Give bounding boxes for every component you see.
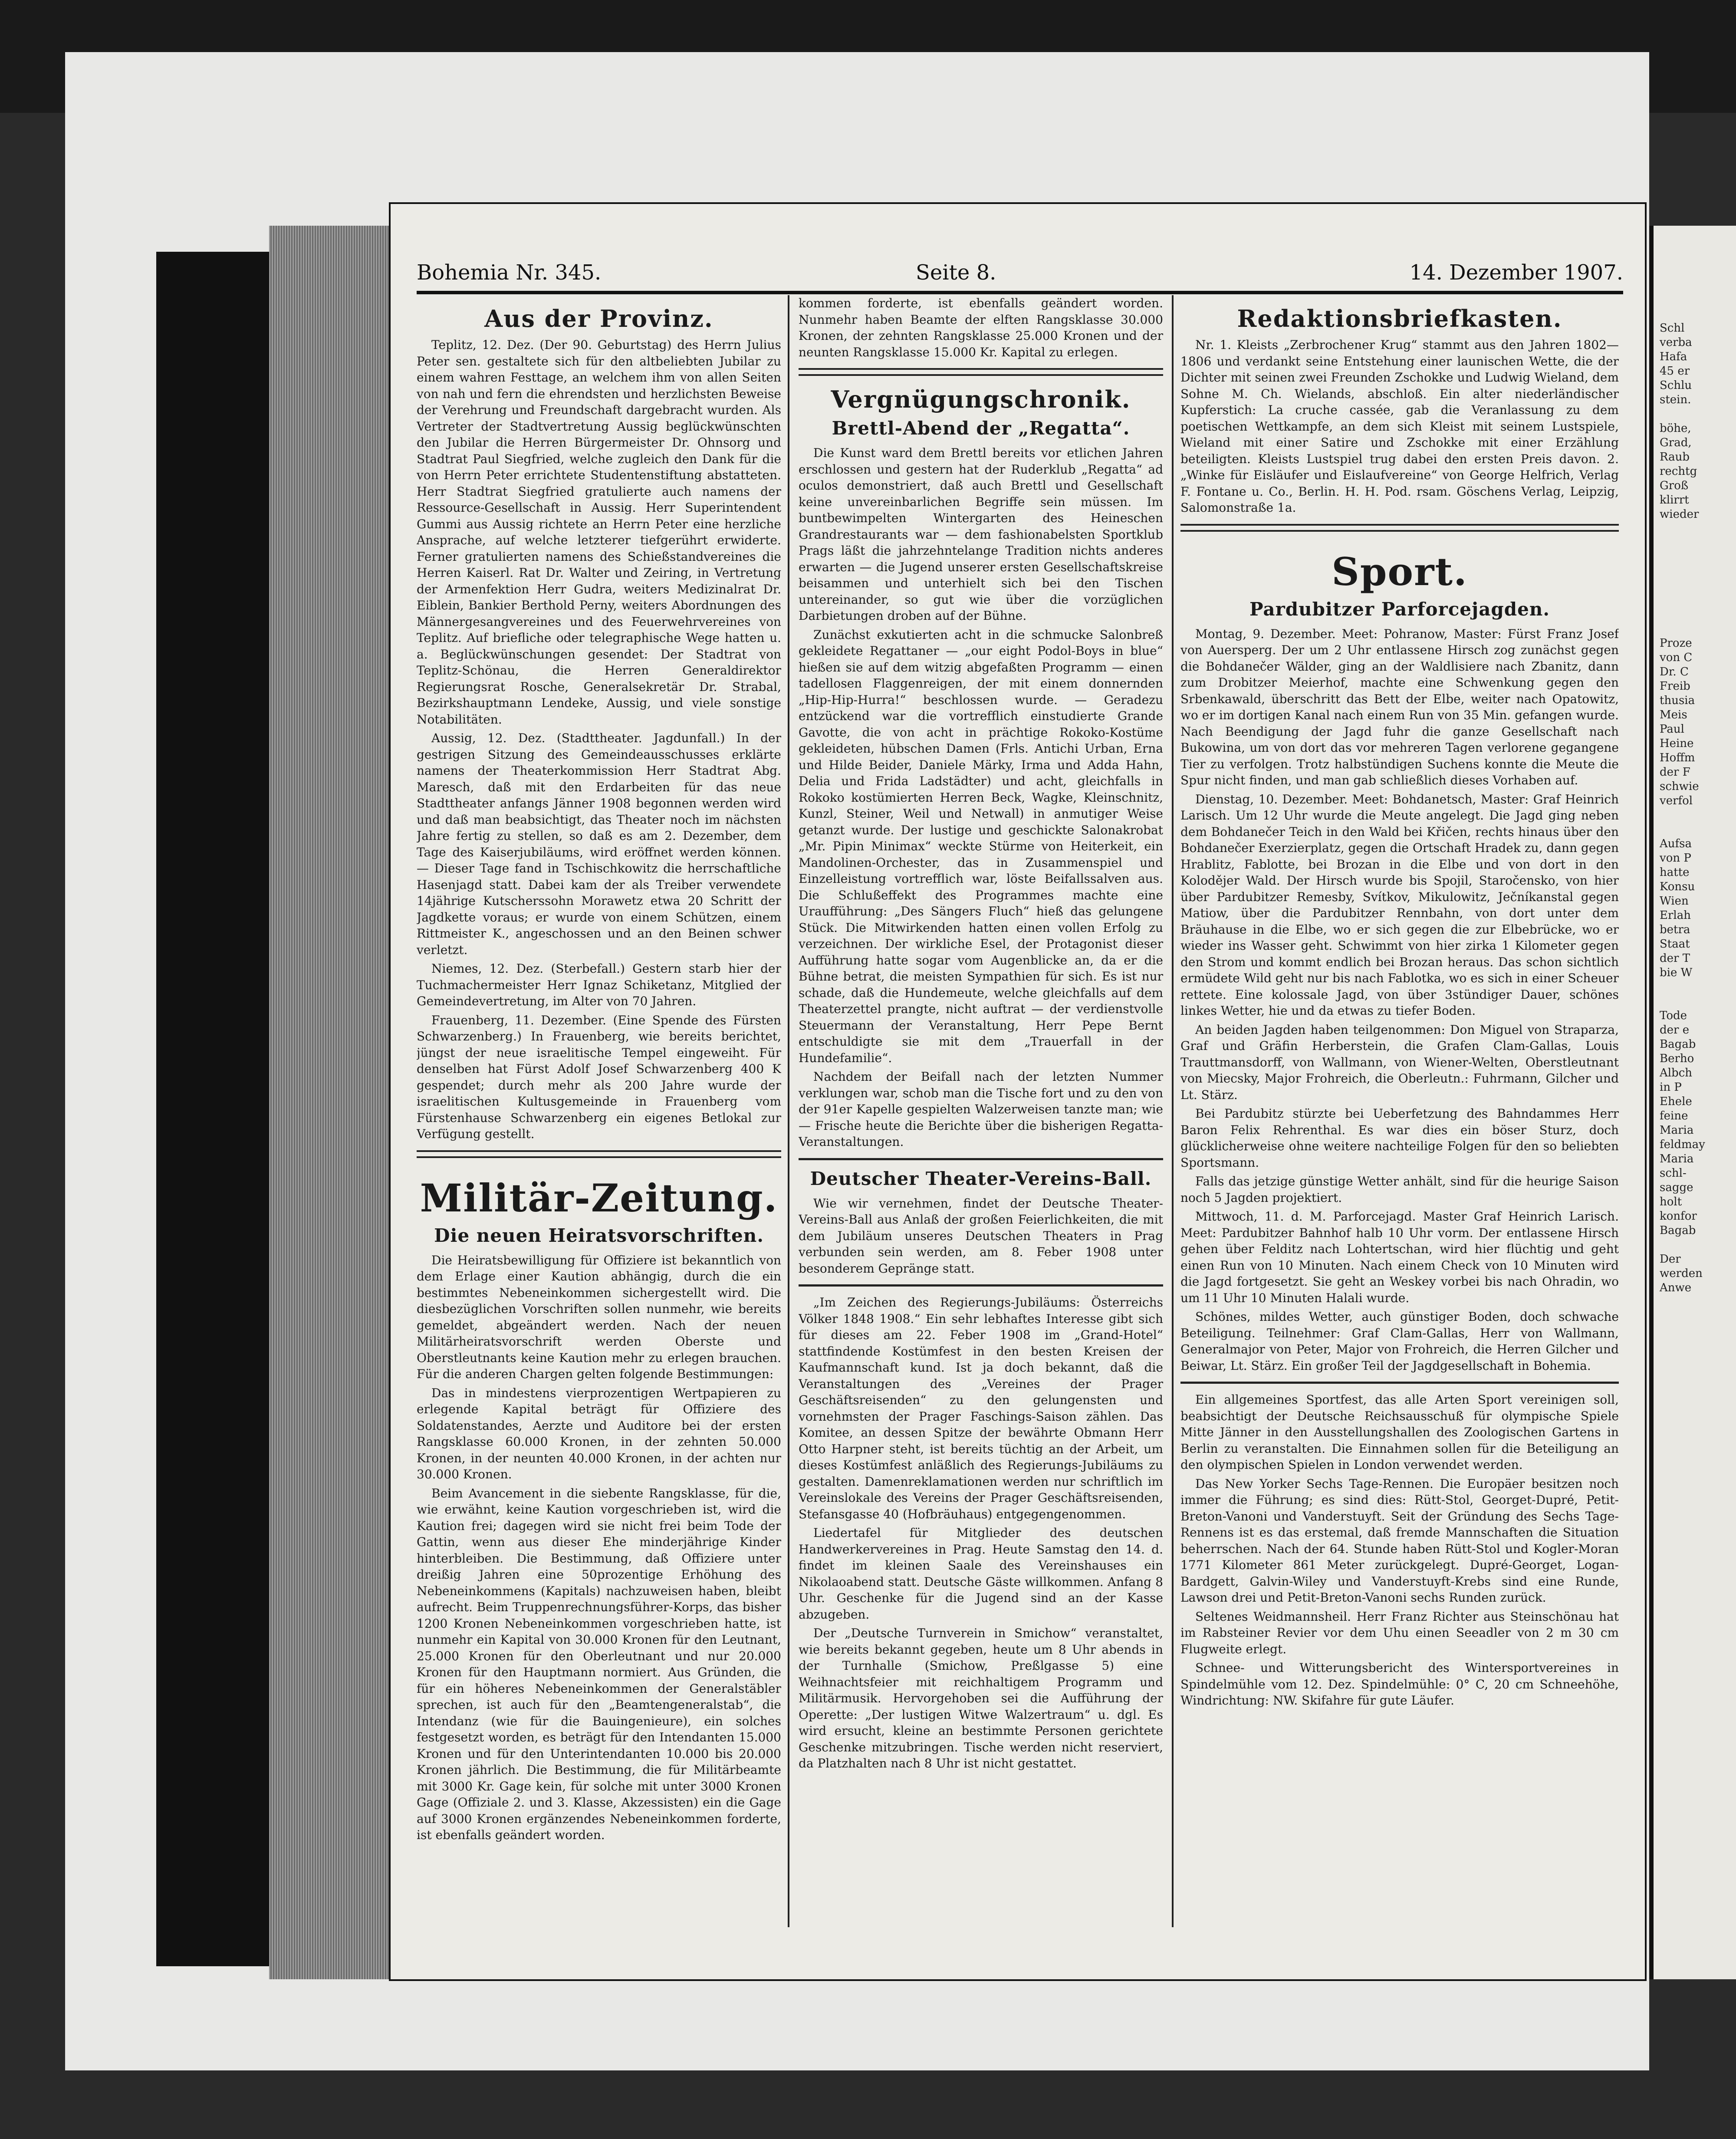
article-paragraph: kommen forderte, ist ebenfalls geändert worden. Nunmehr haben Beamte der elften Rangsklasse 30.000 Kronen, der zehnten Rangsklasse 25.000 Kronen und der neunten Rangsklasse 15.000 Kr. Kapital zu erlegen. (799, 296, 1163, 359)
column-divider (788, 295, 789, 1927)
article-paragraph: Teplitz, 12. Dez. (Der 90. Geburtstag) des Herrn Julius Peter sen. gestaltete sich für den altbeliebten Jubilar zu einem wahren Festtage, an welchem ihm von allen Seiten von nah und fern die ehrendsten und herzlichsten Beweise der Verehrung und Freundschaft dargebracht wurden. Als Vertreter der Stadtvertretung Aussig beglückwünschten den Jubilar die Herren Bürgermeister Dr. Ohnsorg und Stadtrat Paul Siegfried, welche zugleich den Dank für die von Herrn Peter errichtete Studentenstiftung abstatteten. Herr Stadtrat Siegfried gratulierte auch namens der Ressource-Gesellschaft in Aussig. Herr Superintendent Gummi aus Aussig richtete an Herrn Peter eine herzliche Ansprache, auf welche letzterer tiefgerührt erwiderte. Ferner gratulierten namens des Schießstandvereines die Herren Kaiserl. Rat Dr. Walter und Zeiring, in Vertretung der Armenfektion Herr Gudra, weiters Medizinalrat Dr. Eiblein, Bankier Berthold Perny, weiters Abordnungen des Männergesangvereines und des Feuerwehrvereines von Teplitz. Auf briefliche oder telegraphische Wege hatten u. a. Beglückwünschungen gesendet: Der Stadtrat von Teplitz-Schönau, die Herren Generaldirektor Regierungsrat Rosche, Generalsekretär Dr. Strabal, Bezirkshauptmann Lendeke, Aussig, und viele sonstige Notabilitäten. (417, 338, 781, 727)
article-paragraph: Falls das jetzige günstige Wetter anhält, sind für die heurige Saison noch 5 Jagden projektiert. (1180, 1174, 1619, 1205)
header-date: 14. Dezember 1907. (1409, 260, 1623, 285)
book-page-edges (269, 226, 399, 1979)
article-headline: Pardubitzer Parforcejagden. (1249, 598, 1550, 620)
section-title-vergnuegung: Vergnügungschronik. (831, 385, 1131, 413)
article-headline: Deutscher Theater-Vereins-Ball. (810, 1168, 1152, 1189)
article-paragraph: Beim Avancement in die siebente Rangsklasse, für die, wie erwähnt, keine Kaution vorgeschrieben ist, wird die Kaution frei; dagegen wird sie nicht frei beim Tode der Gattin, wenn aus dieser Ehe minderjährige Kinder hinterbleiben. Die Bestimmung, daß Offiziere unter dreißig Jahren eine 50prozentige Erhöhung des Nebeneinkommens (Kapitals) nachzuweisen haben, bleibt aufrecht. Beim Truppenrechnungsführer-Korps, das bisher 1200 Kronen Nebeneinkommen vorgeschrieben hatte, ist nunmehr ein Kapital von 30.000 Kronen für den Leutnant, 25.000 Kronen für den Oberleutnant und nur 20.000 Kronen für den Hauptmann normiert. Aus Gründen, die für ein höheres Nebeneinkommen der Generalstäbler sprechen, ist auch für den „Beamtengeneralstab“, die Intendanz (wie für die Bauingenieure), ein solches festgesetzt worden, es beträgt für den Intendanten 15.000 Kronen und für den Unterintendanten 10.000 bis 20.000 Kronen jährlich. Die Bestimmung, die für Militärbeamte mit 3000 Kr. Gage kein, für solche mit unter 3000 Kronen Gage (Offiziale 2. und 3. Klasse, Akzessisten) ein die Gage auf 3000 Kronen ergänzendes Nebeneinkommen forderte, ist ebenfalls geändert worden. (417, 1486, 781, 1842)
article-paragraph: „Im Zeichen des Regierungs-Jubiläums: Österreichs Völker 1848 1908.“ Ein sehr lebhaftes Interesse gibt sich für dieses am 22. Feber 1908 im „Grand-Hotel“ stattfindende Kostümfest in den besten Kreisen der Kaufmannschaft kund. Ist ja doch bekannt, daß die Veranstaltungen des „Vereines der Prager Geschäftsreisenden“ zu den gelungensten und vornehmsten der Prager Faschings-Saison zählen. Das Komitee, an dessen Spitze der bewährte Obmann Herr Otto Harpner steht, ist bereits tüchtig an der Arbeit, um dieses Kostümfest anläßlich des Regierungs-Jubiläums zu gestalten. Damenreklamationen werden nur schriftlich im Vereinslokale des Vereins der Prager Geschäftsreisenden, Stefansgasse 40 (Hofbräuhaus) entgegengenommen. (799, 1295, 1163, 1521)
article-paragraph: Seltenes Weidmannsheil. Herr Franz Richter aus Steinschönau hat im Rabsteiner Revier vor dem Uhu einen Seeadler von 2 m 30 cm Flugweite erlegt. (1180, 1609, 1619, 1656)
article-paragraph: Dienstag, 10. Dezember. Meet: Bohdanetsch, Master: Graf Heinrich Larisch. Um 12 Uhr wurde die Meute angelegt. Die Jagd ging neben dem Bohdanečer Teich in den Wald bei Křičen, rechts hinaus über den Bohdanečer Exerzierplatz, gegen die Ortschaft Hradek zu, dann gegen Hrablitz, Fablotte, bei Brozan in die Elbe und von dort in den Kolodějer Wald. Der Hirsch wurde bis Spojil, Staročensko, von hier über Pardubitzer Remesby, Svítkov, Mikulowitz, Ječníkanstal gegen Matiow, über die Pardubitzer Rennbahn, von dort unter dem Bräuhause in die Elbe, wo er sich gegen die zur Elbebrücke, wo er wieder ins Wasser geht. Schwimmt von hier zirka 1 Kilometer gegen den Strom und kommt endlich bei Brozan heraus. Das schon sichtlich ermüdete Wild geht nur bis nach Fablotka, wo es sich in einer Scheuer rettete. Eine kolossale Jagd, von über 3stündiger Dauer, schönes linkes Wetter, hie und da etwas zu tiefer Boden. (1180, 792, 1619, 1018)
article-paragraph: Mittwoch, 11. d. M. Parforcejagd. Master Graf Heinrich Larisch. Meet: Pardubitzer Bahnhof halb 10 Uhr vorm. Der entlassene Hirsch gehen über Felditz nach Lohtertschan, wird hier flüchtig und geht einen Run von 10 Minuten. Nach einem Check von 10 Minuten wird die Jagd fortgesetzt. Sie geht an Weskey vorbei bis nach Ohradin, wo um 11 Uhr 10 Minuten Halali wurde. (1180, 1209, 1619, 1305)
header-rule (417, 291, 1623, 294)
article-paragraph: Nr. 1. Kleists „Zerbrochener Krug“ stammt aus den Jahren 1802—1806 und verdankt seine Entstehung einer launischen Wette, die der Dichter mit seinen zwei Freunden Zschokke und Ludwig Wieland, dem Sohne M. Ch. Wielands, abschloß. Ein alter niederländischer Kupferstich: La cruche cassée, gab die Veranlassung zu dem poetischen Wettkampfe, an dem sich Kleist mit seinem Lustspiele, Wieland mit einer Satire und Zschokke mit einer Erzählung beteiligten. Kleists Lustspiel trug dabei den ersten Preis davon. 2. „Winke für Eisläufer und Eislaufvereine“ von George Helfrich, Verlag F. Fontane u. Co., Berlin. H. H. Pod. rsam. Göschens Verlag, Leipzig, Salomonstraße 1a. (1180, 338, 1619, 515)
article-paragraph: Nachdem der Beifall nach der letzten Nummer verklungen war, schob man die Tische fort und zu den von der 91er Kapelle gespielten Walzerweisen tanzte man; wie — Frische heute die Berichte über die bisherigen Regatta-Veranstaltungen. (799, 1070, 1163, 1149)
section-rule (1180, 524, 1619, 532)
section-title-militaer: Militär-Zeitung. (420, 1175, 778, 1221)
section-title-briefkasten: Redaktionsbriefkasten. (1237, 305, 1562, 332)
column-2 (799, 295, 1163, 1940)
article-paragraph: Zunächst exkutierten acht in die schmucke Salonbreß gekleidete Regattaner — „our eight Podol-Boys in blue“ hießen sie auf dem witzig abgefaßten Programm — einen tadellosen Flaggenreigen, der mit einem donnernden „Hip-Hip-Hurra!“ beschlossen wurde. — Geradezu entzückend war die vortrefflich einstudierte Grande Gavotte, die von acht in prächtige Rokoko-Kostüme gekleideten, hübschen Damen (Frls. Antichi Urban, Erna und Hilde Beider, Daniele Märky, Irma und Adda Hahn, Delia und Frida Ladstädter) und acht, gleichfalls in Rokoko kostümierten Herren Beck, Wagke, Kleinschnitz, Kunzl, Steiner, Weil und Netwall) in anmutiger Weise getanzt wurde. Der lustige und geschickte Salonakrobat „Mr. Pipin Minimax“ weckte Stürme von Heiterkeit, ein Mandolinen-Orchester, das in Zusammenspiel und Einzelleistung vortrefflich war, löste Beifallssalven aus. Die Schlußeffekt des Programmes machte eine Uraufführung: „Des Sängers Fluch“ hieß das gelungene Stück. Die Mitwirkenden hatten einen vollen Erfolg zu verzeichnen. Der wirkliche Esel, der Protagonist dieser Aufführung hatte sogar vom Augenblicke an, da er die Bühne betrat, die meisten Sympathien für sich. Es ist nur schade, daß die Hundemeute, welche gleichfalls auf dem Theaterzettel prangte, nicht auftrat — der verdienstvolle Steuermann der Veranstaltung, Herr Pepe Bernt entschuldigte sie mit dem „Trauerfall in der Hundefamilie“. (799, 627, 1163, 1065)
adjacent-page-text: Schl verba Hafa 45 er Schlu stein. böhe, Grad, Raub rechtg Groß klirrt wieder Proze von C Dr. C Freib thusia Meis Paul Heine Hoffm der F schwie verfol Aufsa von P hatte Konsu Wien Erlah betra Staat der T bie W Tode der e Bagab Berho Albch in P Ehele feine Maria feldmay Maria schl- sagge holt konfor Bagab Der werden Anwe (1660, 322, 1705, 1294)
page-header (417, 256, 1623, 291)
article-paragraph: Montag, 9. Dezember. Meet: Pohranow, Master: Fürst Franz Josef von Auersperg. Der um 2 Uhr entlassene Hirsch zog zunächst gegen die Bohdanečer Wälder, ging an der Waldlisiere nach Zbanitz, dann zum Drobitzer Meierhof, machte eine Schwenkung gegen den Srbenkawald, überschritt das Bett der Elbe, weiter nach Opatowitz, wo er im dortigen Kanal nach einem Run von 35 Min. gefangen wurde. Nach Beendigung der Jagd fuhr die ganze Gesellschaft nach Bukowina, um von dort das vor mehreren Tagen verlorene gegangene Tier zu verfolgen. Trotz halbstündigen Suchens konnte die Meute die Spur nicht finden, und man gab schließlich dieses Vorhaben auf. (1180, 626, 1619, 787)
newspaper-page (391, 204, 1645, 1979)
article-paragraph: Aussig, 12. Dez. (Stadttheater. Jagdunfall.) In der gestrigen Sitzung des Gemeindeausschusses erklärte namens der Theaterkommission Herr Stadtrat Abg. Maresch, daß mit den Erdarbeiten für das neue Stadttheater anfangs Jänner 1908 begonnen werden wird und daß man beabsichtigt, das Theater noch im nächsten Jahre fertig zu stellen, so daß es am 2. Dezember, dem Tage des Kaiserjubiläums, wird eröffnet werden können. — Dieser Tage fand in Tschischkowitz die herrschaftliche Hasenjagd statt. Dabei kam der als Treiber verwendete 14jährige Kutscherssohn Morawetz etwa 20 Schritt der Jagdkette voraus; er wurde von einem Schützen, einem Rittmeister K., angeschossen und an den Beinen schwer verletzt. (417, 731, 781, 957)
header-publication: Bohemia Nr. 345. (417, 260, 602, 285)
article-headline: Die neuen Heiratsvorschriften. (434, 1224, 764, 1246)
column-1 (417, 295, 781, 1940)
article-paragraph: Schönes, mildes Wetter, auch günstiger Boden, doch schwache Beteiligung. Teilnehmer: Graf Clam-Gallas, Herr von Wallmann, Generalmajor von Peter, Major von Frohreich, die Herren Gilcher und Beiwar, Lt. Stärz. Ein großer Teil der Jagdgesellschaft in Bohemia. (1180, 1310, 1619, 1373)
article-paragraph: Schnee- und Witterungsbericht des Wintersportvereines in Spindelmühle vom 12. Dez. Spindelmühle: 0° C, 20 cm Schneehöhe, Windrichtung: NW. Skifahre für gute Läufer. (1180, 1661, 1619, 1708)
section-title-sport: Sport. (1332, 549, 1468, 594)
article-rule (799, 1284, 1163, 1287)
article-paragraph: Liedertafel für Mitglieder des deutschen Handwerkervereines in Prag. Heute Samstag den 14. d. findet im kleinen Saale des Vereinshauses ein Nikolaoabend statt. Deutsche Gäste willkommen. Anfang 8 Uhr. Geschenke für die Jugend sind an der Kasse abzugeben. (799, 1526, 1163, 1622)
article-headline: Brettl-Abend der „Regatta“. (832, 418, 1130, 439)
article-paragraph: Das in mindestens vierprozentigen Wertpapieren zu erlegende Kapital beträgt für Offiziere des Soldatenstandes, Aerzte und Auditore bei der ersten Rangsklasse 60.000 Kronen, in der zehnten 50.000 Kronen, in der neunten 40.000 Kronen, in der achten nur 30.000 Kronen. (417, 1385, 781, 1481)
article-paragraph: Ein allgemeines Sportfest, das alle Arten Sport vereinigen soll, beabsichtigt der Deutsche Reichsausschuß für olympische Spiele Mitte Jänner in den Ausstellungshallen des Zoologischen Gartens in Berlin zu veranstalten. Die Einnahmen sollen für die Beteiligung an den olympischen Spielen in London verwendet werden. (1180, 1392, 1619, 1472)
header-page-number: Seite 8. (916, 260, 996, 285)
article-paragraph: Der „Deutsche Turnverein in Smichow“ veranstaltet, wie bereits bekannt gegeben, heute um 8 Uhr abends in der Turnhalle (Smichow, Preßlgasse 5) eine Weihnachtsfeier mit reichhaltigem Programm und Militärmusik. Hervorgehoben sei die Aufführung der Operette: „Der lustigen Witwe Walzertraum“ u. dgl. Es wird ersucht, kleine an bestimmte Personen gerichtete Geschenke mitzubringen. Tische werden nicht reserviert, da Platzhalten nach 8 Uhr ist nicht gestattet. (799, 1626, 1163, 1770)
article-paragraph: Die Heiratsbewilligung für Offiziere ist bekanntlich von dem Erlage einer Kaution abhängig, durch die ein bestimmtes Nebeneinkommen sichergestellt wird. Die diesbezüglichen Vorschriften sollen nunmehr, wie bereits gemeldet, abgeändert werden. Nach der neuen Militärheiratsvorschrift werden Oberste und Oberstleutnants keine Kaution mehr zu erlegen brauchen. Für die anderen Chargen gelten folgende Bestimmungen: (417, 1253, 781, 1381)
article-paragraph: Wie wir vernehmen, findet der Deutsche Theater-Vereins-Ball aus Anlaß der großen Feierlichkeiten, die mit dem Jubiläum unseres Deutschen Theaters in Prag verbunden sein werden, am 8. Feber 1908 unter besonderem Gepränge statt. (799, 1196, 1163, 1276)
article-paragraph: Die Kunst ward dem Brettl bereits vor etlichen Jahren erschlossen und gestern hat der Ruderklub „Regatta“ ad oculos demonstriert, daß auch Brettl und Gesellschaft keine unvereinbarlichen Begriffe sein müssen. Im buntbewimpelten Wintergarten des Heineschen Grandrestaurants war — dem fashionabelsten Sportklub Prags läßt die jahrzehntelange Tradition nichts anderes erwarten — die Jugend unserer ersten Gesellschaftskreise beisammen und unterhielt sich bei den Tischen untereinander, so gut wie über die vorzüglichen Darbietungen droben auf der Bühne. (799, 446, 1163, 623)
section-rule (799, 368, 1163, 376)
article-paragraph: An beiden Jagden haben teilgenommen: Don Miguel von Straparza, Graf und Gräfin Herberstein, die Grafen Clam-Gallas, Louis Trauttmansdorff, von Wallmann, von Wiener-Welten, Oberstleutnant von Miecsky, Major Frohreich, die Oberleutn.: Fuhrmann, Gilcher und Lt. Stärz. (1180, 1022, 1619, 1102)
article-rule (1180, 1382, 1619, 1384)
column-divider (1172, 295, 1174, 1927)
article-paragraph: Bei Pardubitz stürzte bei Ueberfetzung des Bahndammes Herr Baron Felix Rehrenthal. Es war dies ein böser Sturz, doch glücklicherweise ohne weitere nachteilige Folgen für den so beliebten Sportsmann. (1180, 1106, 1619, 1170)
adjacent-page-fragment (1649, 226, 1736, 1979)
column-3 (1180, 295, 1619, 1940)
section-rule (417, 1150, 781, 1158)
article-paragraph: Niemes, 12. Dez. (Sterbefall.) Gestern starb hier der Tuchmachermeister Herr Ignaz Schiketanz, Mitglied der Gemeindevertretung, im Alter von 70 Jahren. (417, 961, 781, 1008)
section-title-provinz: Aus der Provinz. (484, 305, 713, 332)
article-paragraph: Das New Yorker Sechs Tage-Rennen. Die Europäer besitzen noch immer die Führung; es sind dies: Rütt-Stol, Georget-Dupré, Petit-Breton-Vanoni und Vanderstuyft. Seit der Gründung des Sechs Tage-Rennens ist es das erstemal, daß fremde Mannschaften die Situation beherrschen. Nach der 64. Stunde haben Rütt-Stol und Kogler-Moran 1771 Kilometer 861 Meter zurückgelegt. Dupré-Georget, Logan-Bardgett, Galvin-Wiley und Vanderstuyft-Krebs sind eine Runde, Lawson drei und Petit-Breton-Vanoni sechs Runden zurück. (1180, 1476, 1619, 1605)
article-rule (799, 1158, 1163, 1160)
article-paragraph: Frauenberg, 11. Dezember. (Eine Spende des Fürsten Schwarzenberg.) In Frauenberg, wie bereits berichtet, jüngst der neue israelitische Tempel eingeweiht. Für denselben hat Fürst Adolf Josef Schwarzenberg 400 K gespendet; durch mehr als 200 Jahre wurde der israelitischen Kultusgemeinde in Frauenberg vom Fürstenhause Schwarzenberg ein eigenes Betlokal zur Verfügung gestellt. (417, 1013, 781, 1141)
